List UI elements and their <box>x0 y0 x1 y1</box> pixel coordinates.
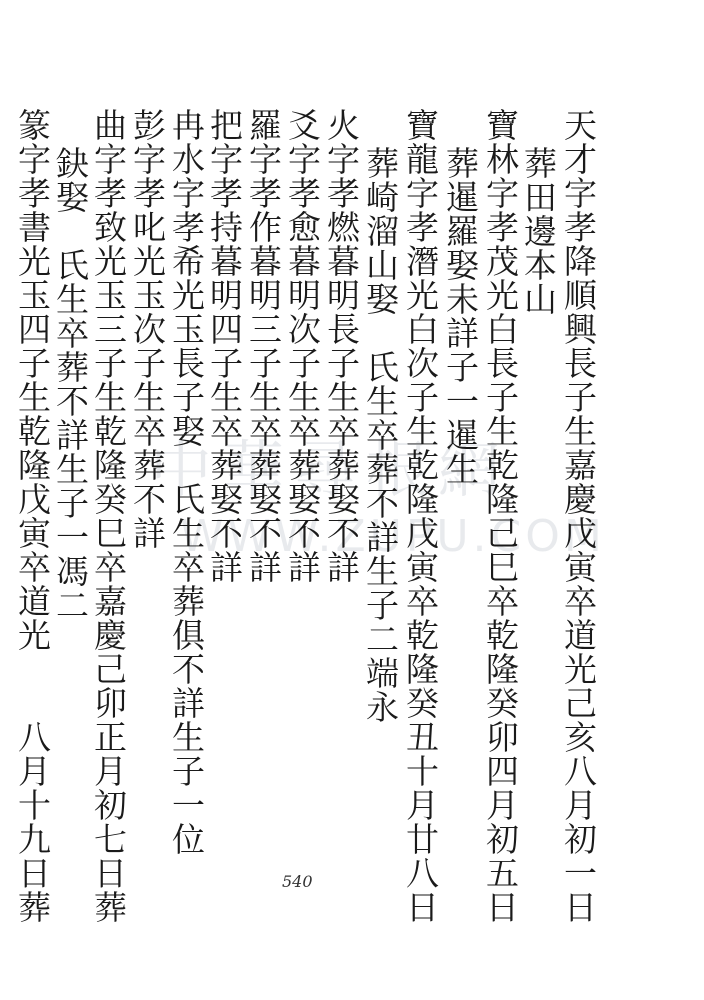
watermark-url: WWW.ZUPU.COM <box>180 511 606 562</box>
text-column-11: 冉水字孝希光玉長子娶 氏生卒葬俱不詳生子一位 <box>167 108 206 856</box>
text-column-5: 寶龍字孝潛光白次子生乾隆戊寅卒乾隆癸丑十月廿八日 <box>401 108 440 924</box>
text-column-3: 寶林字孝茂光白長子生乾隆己巳卒乾隆癸卯四月初五日 <box>481 108 520 924</box>
text-column-8: 爻字孝愈暮明次子生卒葬娶不詳 <box>283 108 322 584</box>
page-number: 540 <box>282 872 313 891</box>
text-column-15: 篆字孝書光玉四子生乾隆戊寅卒道光 八月十九日葬 <box>13 108 52 924</box>
watermark-text: 中華尋根網 <box>150 433 511 506</box>
text-column-14: 鈌娶 氏生卒葬不詳生子一馮二 <box>51 146 90 622</box>
text-column-4: 葬暹羅娶未詳子一暹生 <box>441 146 480 486</box>
text-column-6: 葬崎溜山娶 氏生卒葬不詳生子二端永 <box>361 146 400 724</box>
text-column-10: 把字孝持暮明四子生卒葬娶不詳 <box>205 108 244 584</box>
text-column-7: 火字孝燃暮明長子生卒葬娶不詳 <box>322 108 361 584</box>
text-column-1: 天才字孝降順興長子生嘉慶戊寅卒道光己亥八月初一日 <box>559 108 598 924</box>
text-column-12: 彭字孝叱光玉次子生卒葬不詳 <box>128 108 167 550</box>
text-column-2: 葬田邊本山 <box>519 146 558 316</box>
text-column-13: 曲字孝致光玉三子生乾隆癸巳卒嘉慶己卯正月初七日葬 <box>89 108 128 924</box>
text-column-9: 羅字孝作暮明三子生卒葬娶不詳 <box>244 108 283 584</box>
